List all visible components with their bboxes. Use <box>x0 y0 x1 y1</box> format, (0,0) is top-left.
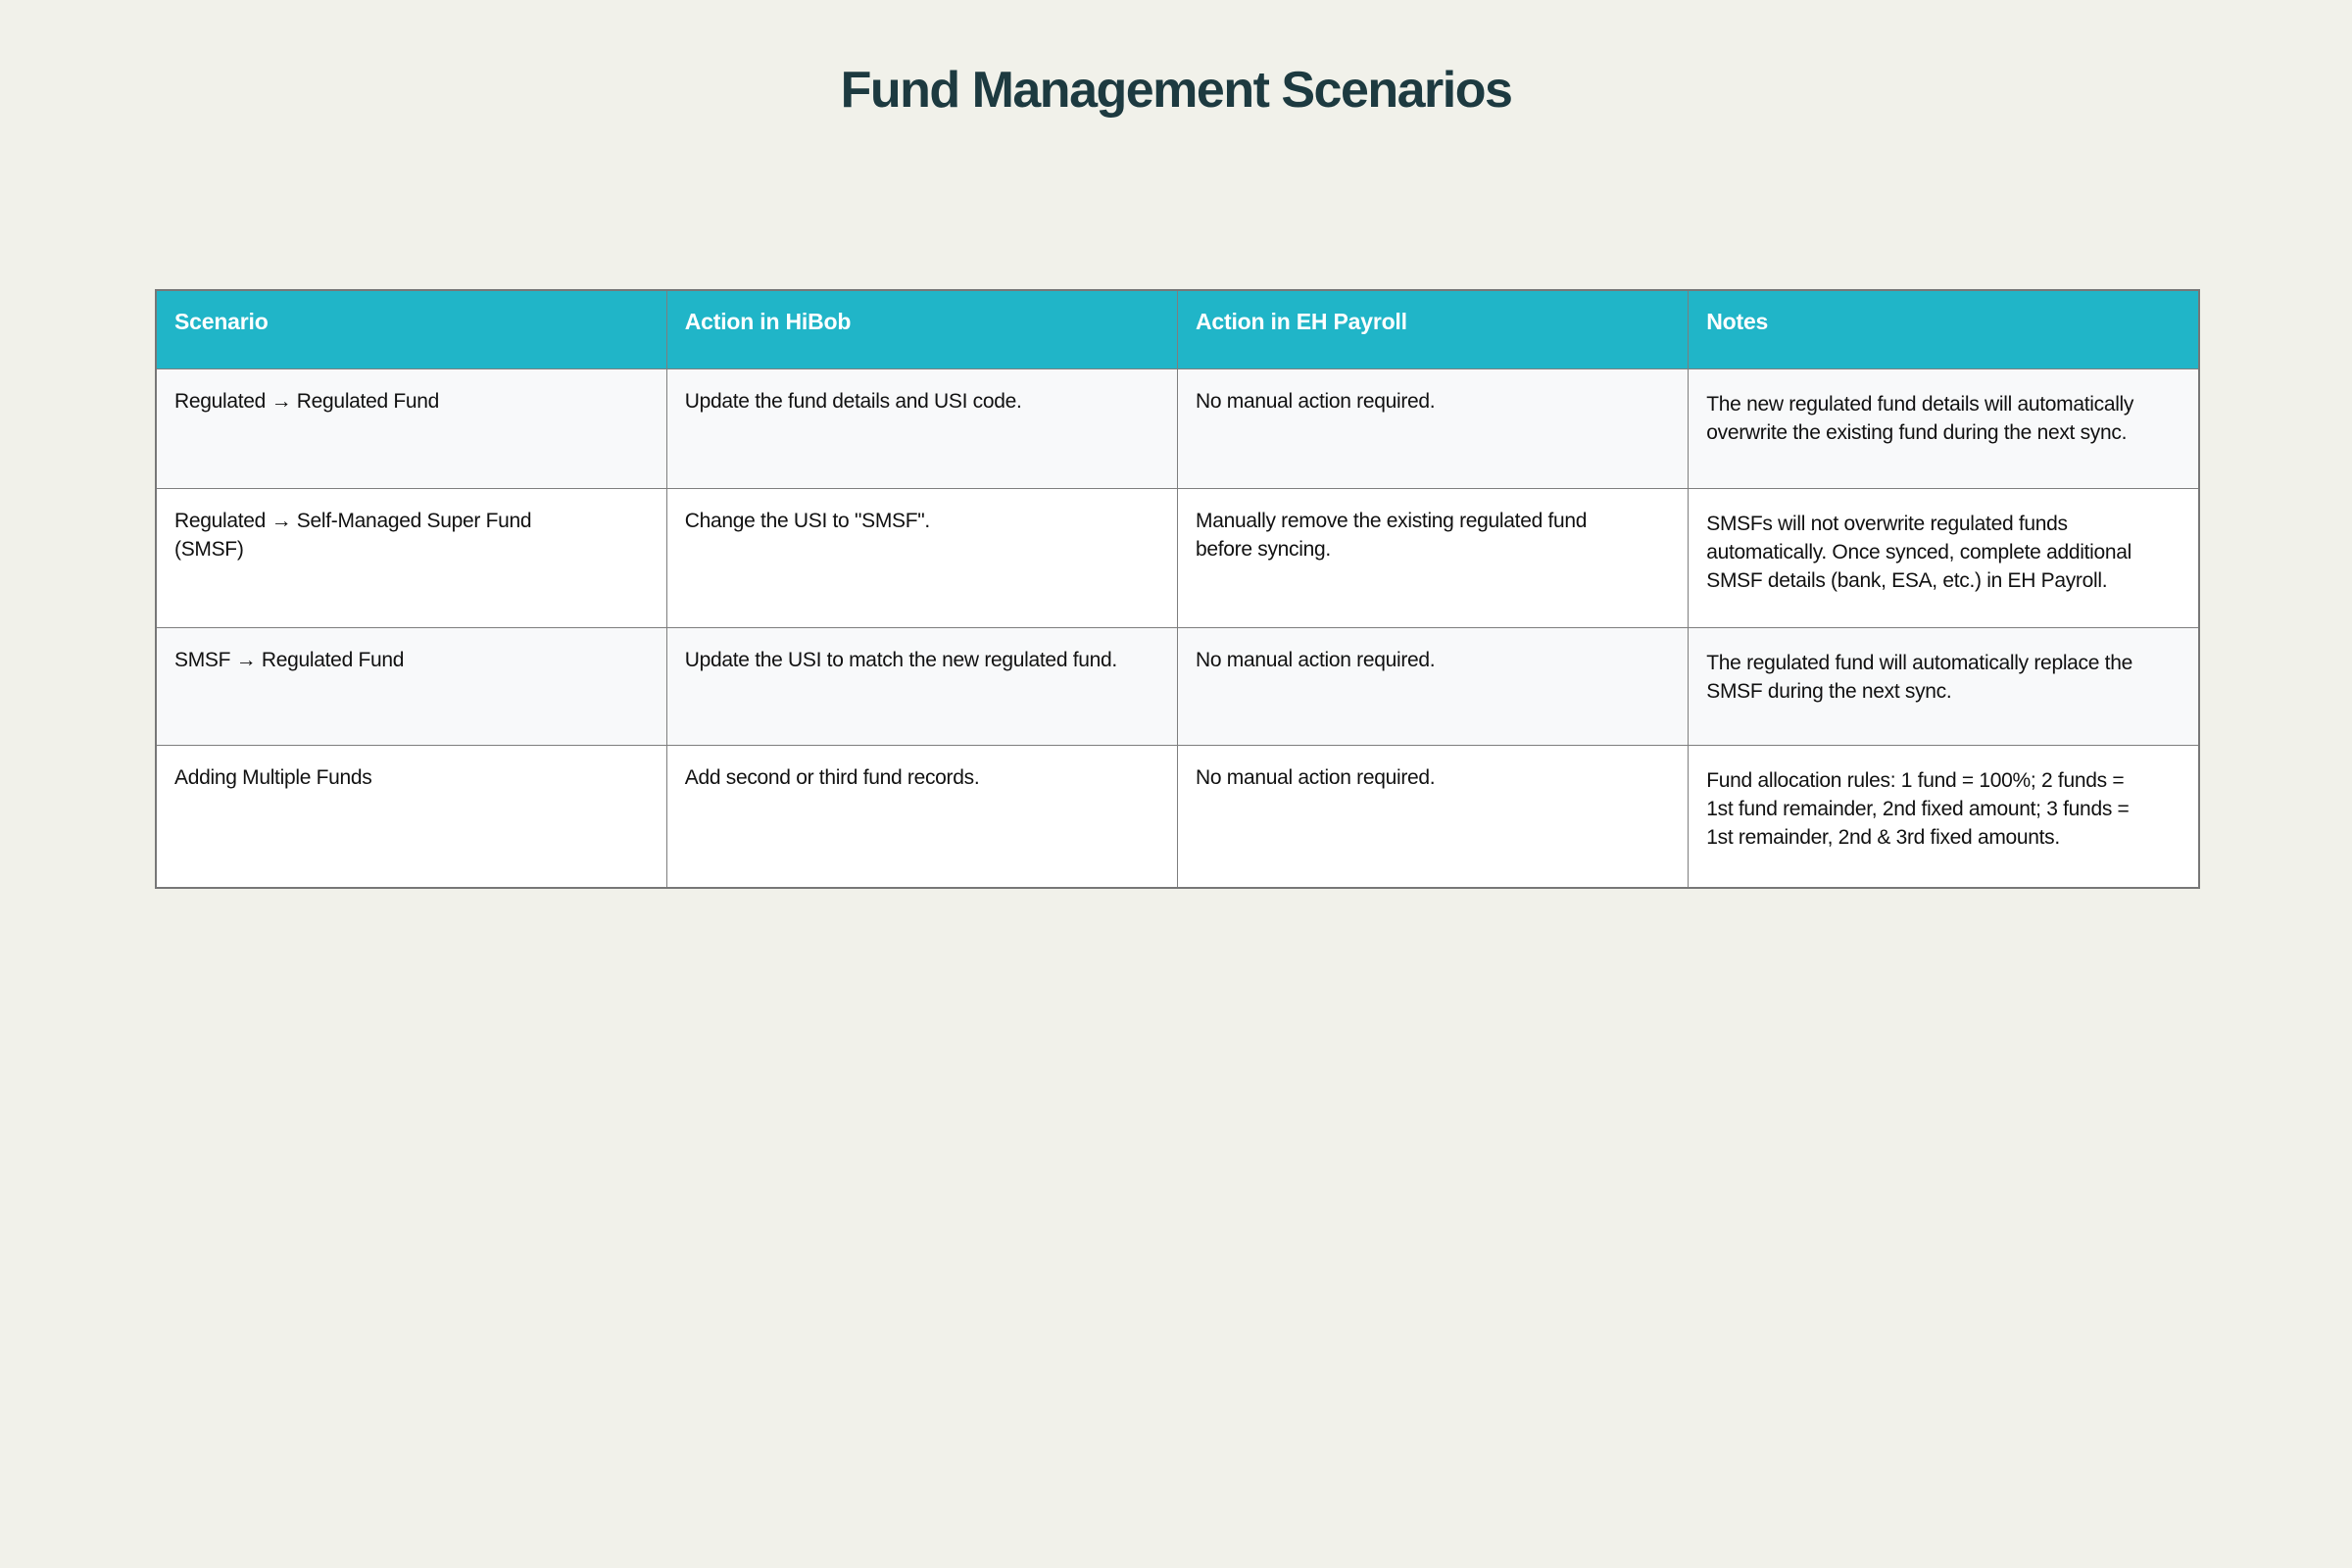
table-row <box>156 368 2199 488</box>
cell-text: The new regulated fund details will automatically overwrite the existing fund during the next sync. <box>1706 392 2134 444</box>
table-row <box>156 745 2199 888</box>
cell-text: Adding Multiple Funds <box>174 765 372 789</box>
cell-notes <box>1689 627 2199 745</box>
cell-text: Add second or third fund records. <box>684 765 980 789</box>
cell-text: Regulated → Regulated Fund <box>174 389 440 413</box>
cell-text: Manually remove the existing regulated fund before syncing. <box>1196 509 1588 561</box>
cell-action-eh-payroll <box>1178 488 1689 627</box>
column-header-scenario: Scenario <box>156 290 666 368</box>
cell-action-eh-payroll <box>1178 368 1689 488</box>
table-row <box>156 627 2199 745</box>
cell-text: Update the fund details and USI code. <box>684 389 1022 413</box>
header-row <box>156 290 2199 368</box>
table-row <box>156 488 2199 627</box>
cell-text: SMSFs will not overwrite regulated funds automatically. Once synced, complete additional SMSF details (bank, ESA, etc.) in EH Payroll. <box>1706 512 2132 592</box>
page-title: Fund Management Scenarios <box>840 62 1512 119</box>
column-header-action-eh-payroll: Action in EH Payroll <box>1178 290 1689 368</box>
cell-text: No manual action required. <box>1196 765 1436 789</box>
cell-action-hibob <box>666 745 1177 888</box>
cell-action-hibob <box>666 627 1177 745</box>
cell-action-hibob <box>666 368 1177 488</box>
cell-scenario <box>156 627 666 745</box>
cell-scenario <box>156 488 666 627</box>
cell-text: No manual action required. <box>1196 648 1436 671</box>
cell-scenario <box>156 368 666 488</box>
table-body <box>156 368 2199 888</box>
cell-text: No manual action required. <box>1196 389 1436 413</box>
column-header-notes: Notes <box>1689 290 2199 368</box>
cell-action-eh-payroll <box>1178 627 1689 745</box>
cell-text: SMSF → Regulated Fund <box>174 648 405 671</box>
cell-action-hibob <box>666 488 1177 627</box>
cell-text: Update the USI to match the new regulated fund. <box>684 648 1117 671</box>
cell-action-eh-payroll <box>1178 745 1689 888</box>
cell-text: Fund allocation rules: 1 fund = 100%; 2 funds = 1st fund remainder, 2nd fixed amount; 3 funds = 1st remainder, 2nd & 3rd fixed amounts. <box>1706 768 2130 849</box>
cell-notes <box>1689 368 2199 488</box>
cell-text: Regulated → Self-Managed Super Fund (SMSF) <box>174 509 532 561</box>
cell-text: The regulated fund will automatically replace the SMSF during the next sync. <box>1706 651 2132 703</box>
cell-scenario <box>156 745 666 888</box>
table-header <box>156 290 2199 368</box>
column-header-action-hibob: Action in HiBob <box>666 290 1177 368</box>
cell-text: Change the USI to "SMSF". <box>684 509 930 532</box>
fund-scenarios-table <box>155 289 2200 889</box>
cell-notes <box>1689 745 2199 888</box>
cell-notes <box>1689 488 2199 627</box>
